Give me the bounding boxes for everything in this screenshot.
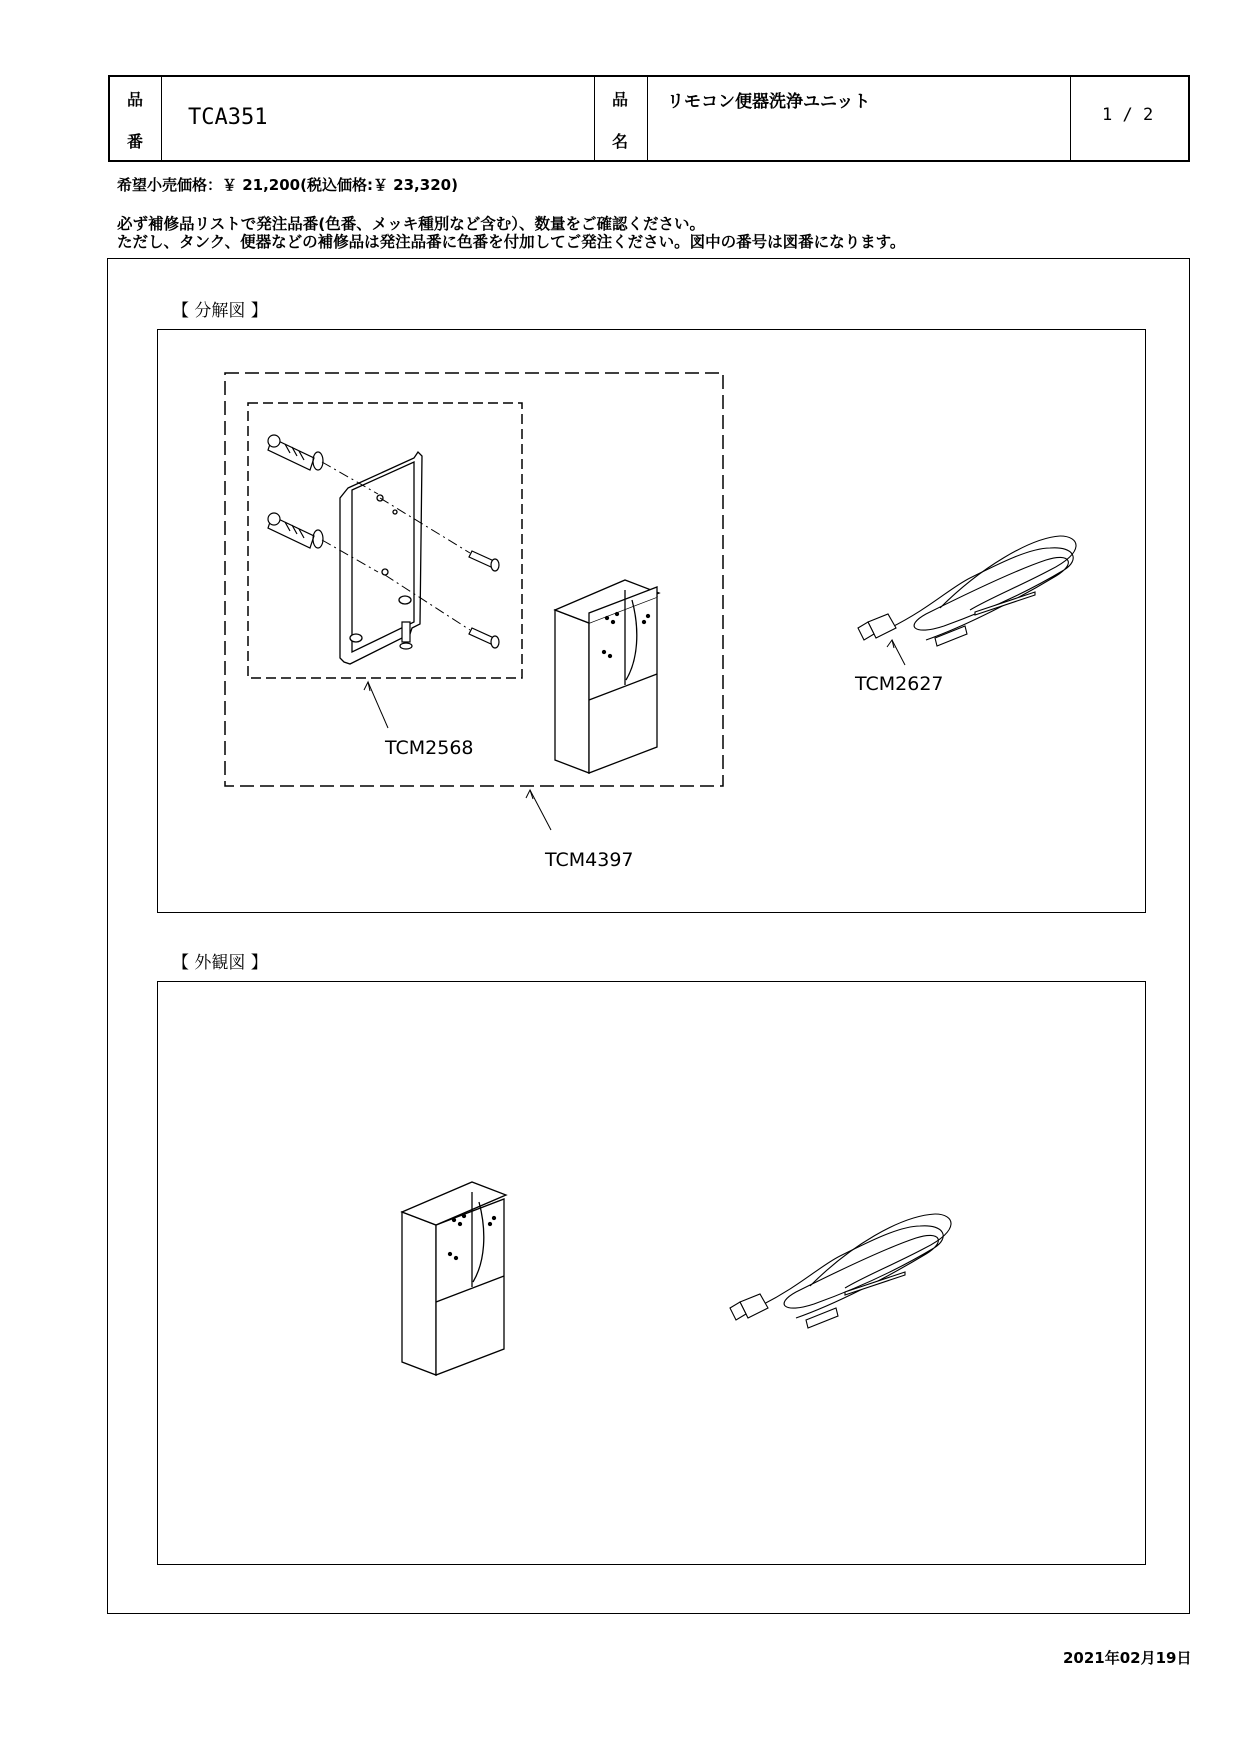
part-name: リモコン便器洗浄ユニット <box>667 92 871 112</box>
part-name-label-2: 名 <box>611 132 628 151</box>
wall-anchor-top <box>268 435 323 470</box>
note-line-1: 必ず補修品リストで発注品番(色番、メッキ種別など含む）、数量をご確認ください。 <box>117 215 706 233</box>
retail-price: 希望小売価格：￥ 21,200(税込価格:￥ 23,320) <box>117 176 458 194</box>
part-no-label-2: 番 <box>126 132 143 151</box>
part-name-label-1: 品 <box>611 90 628 109</box>
part-no-label-1: 品 <box>126 90 143 109</box>
wall-anchor-bottom <box>268 513 323 548</box>
page-number: 1 / 2 <box>1102 105 1154 125</box>
label-tcm2568: TCM2568 <box>385 737 474 759</box>
label-tcm2627: TCM2627 <box>855 673 944 695</box>
exterior-view-title: 【 外観図 】 <box>172 953 268 973</box>
remote-unit-exterior <box>402 1182 506 1375</box>
screw-top <box>469 551 499 571</box>
screw-vertical <box>400 622 412 649</box>
remote-unit-exploded <box>555 580 659 773</box>
exploded-view-title: 【 分解図 】 <box>172 301 268 321</box>
issue-date: 2021年02月19日 <box>1063 1649 1192 1667</box>
screw-bottom <box>469 628 499 648</box>
cable-exterior <box>730 1214 951 1328</box>
part-number: TCA351 <box>188 105 268 130</box>
label-tcm4397: TCM4397 <box>545 849 634 871</box>
note-line-2: ただし、タンク、便器などの補修品は発注品番に色番を付加してご発注ください。図中の番号は図番になります。 <box>117 233 906 251</box>
cable-exploded <box>858 536 1076 646</box>
